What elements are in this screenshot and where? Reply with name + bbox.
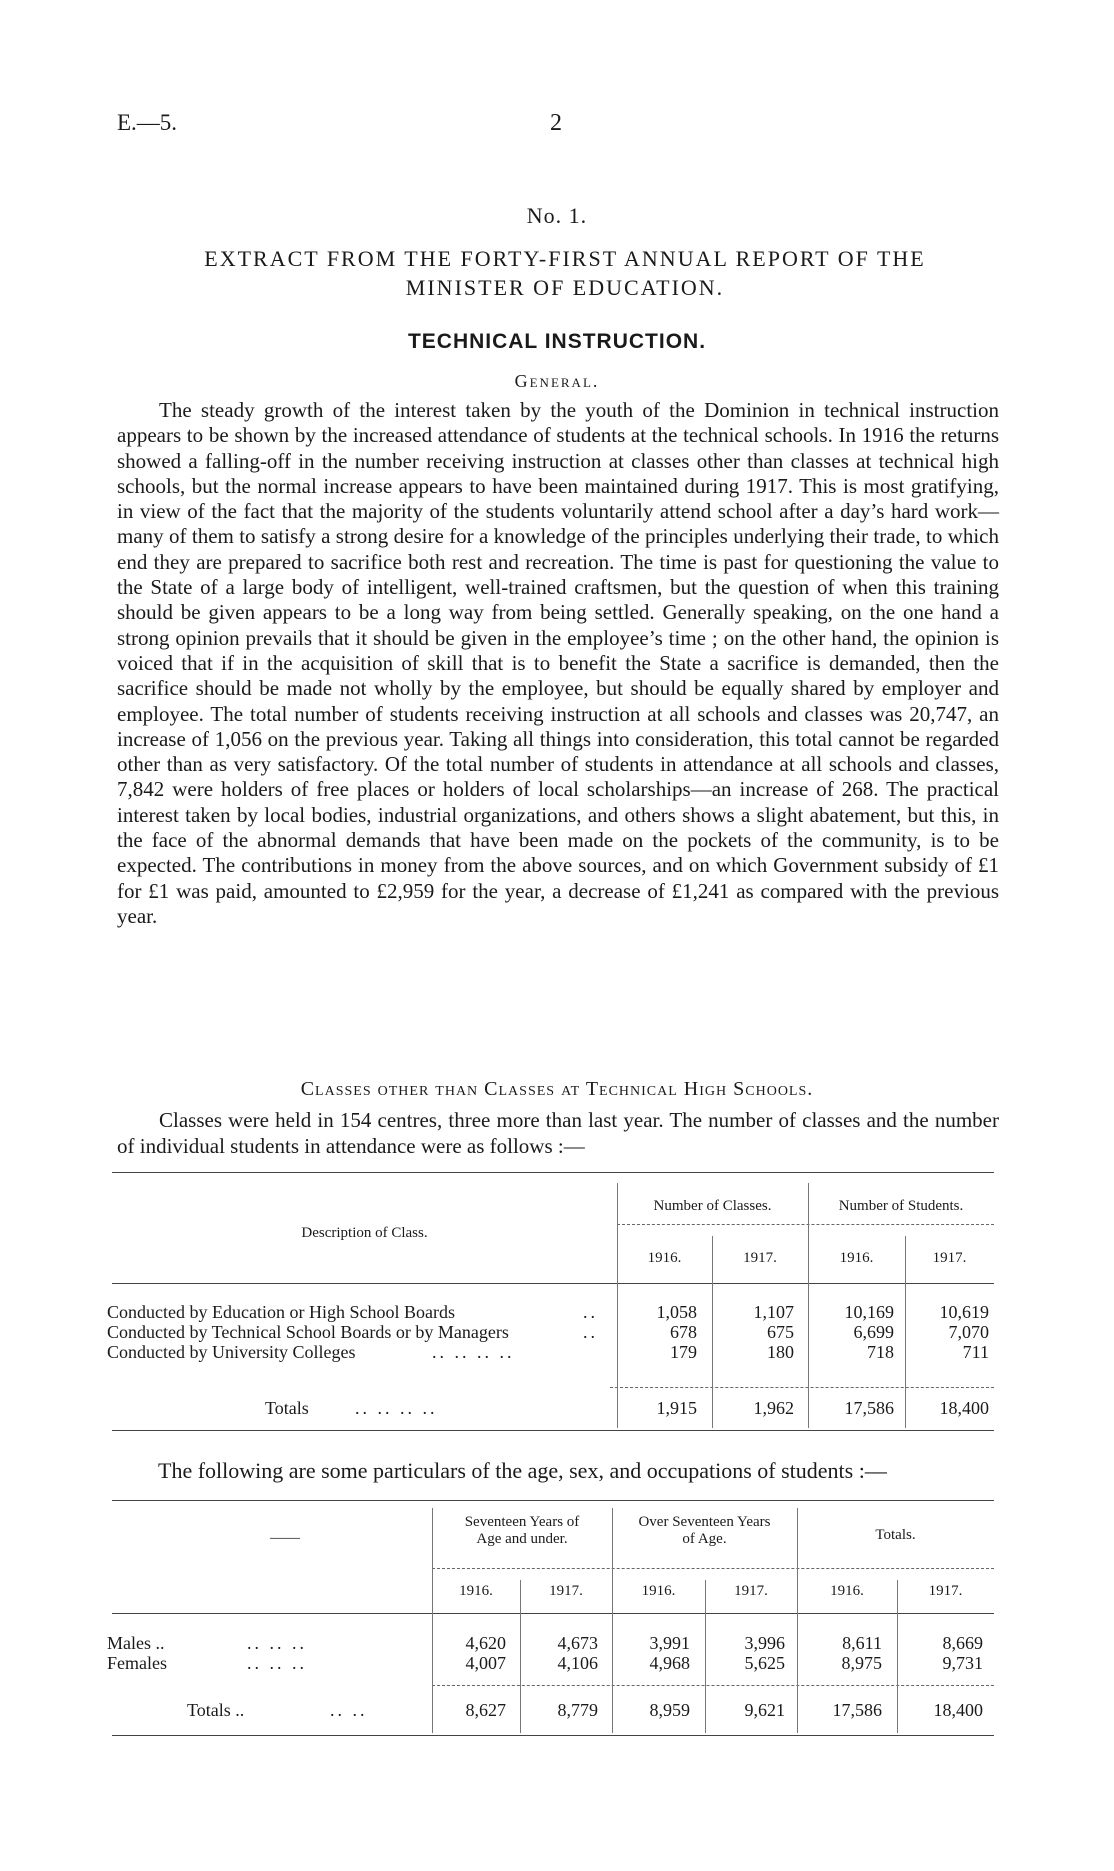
table-rule-top (112, 1172, 994, 1173)
table-cell: 4,968 (649, 1653, 690, 1673)
table-cell: 17,586 (832, 1700, 882, 1720)
dot-leader: .. .. .. (247, 1633, 307, 1653)
title-line-1: EXTRACT FROM THE FORTY-FIRST ANNUAL REPORT OF THE (204, 246, 926, 271)
table-cell: 4,673 (557, 1633, 598, 1653)
classes-heading: Classes other than Classes at Technical High Schools. (300, 1078, 814, 1100)
table-cell: 8,975 (841, 1653, 882, 1673)
table-rule-bottom (112, 1430, 994, 1431)
column-header-totals: Totals. (875, 1527, 916, 1543)
table-cell: 675 (767, 1322, 794, 1342)
table-rule-bottom (112, 1735, 994, 1736)
table-row-label: Conducted by Technical School Boards or by Managers (107, 1322, 509, 1342)
table-rule-group (432, 1568, 994, 1569)
table-rule-sum (432, 1685, 994, 1686)
table-row-label: Conducted by Education or High School Boards (107, 1302, 455, 1322)
table-cell: 17,586 (844, 1398, 894, 1418)
table-rule-header (112, 1613, 994, 1614)
document-title (150, 244, 980, 302)
table-rule-sum (610, 1387, 994, 1388)
table-cell: 179 (670, 1342, 697, 1362)
table-cell: 8,611 (842, 1633, 882, 1653)
table-cell: 1,058 (656, 1302, 697, 1322)
table-cell: 7,070 (948, 1322, 989, 1342)
table-cell: 1,962 (753, 1398, 794, 1418)
table-cell: 8,959 (649, 1700, 690, 1720)
table-cell: 10,619 (939, 1302, 989, 1322)
section-heading: TECHNICAL INSTRUCTION. (407, 330, 707, 353)
subheading-general: General. (514, 371, 600, 391)
column-header-year: 1917. (734, 1583, 768, 1599)
series-code: E.—5. (117, 110, 178, 135)
table-rule-header (112, 1283, 994, 1284)
column-header-year: 1916. (641, 1583, 676, 1599)
table-row-label: Conducted by University Colleges (107, 1342, 356, 1362)
general-paragraph: The steady growth of the interest taken by the youth of the Dominion in technical instruction appears to be shown by the increased attendance of students at the technical schools. In 1916 the returns showed a falling-off in the number receiving instruction at classes other than classes at technical high schools, but the normal increase appears to have been maintained during 1917. This is most gratifying, in view of the fact that the majority of the students voluntarily attend school after a day’s hard work—many of them to satisfy a strong desire for a knowledge of the principles underlying their trade, to which end they are prepared to sacrifice both rest and recreation. The time is past for questioning the value to the State of a large body of intelligent, well-trained craftsmen, but the question of when this training should be given appears to be a long way from being settled. Generally speaking, on the one hand a strong opinion prevails that it should be given in the employee’s time ; on the other hand, the opinion is voiced that if in the acquisition of skill that is to benefit the State a sacrifice is demanded, then the sacrifice should be made not wholly by the employee, but should be equally shared by employer and employee. The total number of students receiving instruction at all schools and classes was 20,747, an increase of 1,056 on the previous year. Taking all things into consideration, this total cannot be regarded other than as very satisfactory. Of the total number of students in attendance at all schools and classes, 7,842 were holders of free places or holders of local scholarships—an increase of 268. The practical interest taken by local bodies, industrial organizations, and others shows a slight abatement, but this, in the face of the abnormal demands that have been made on the pockets of the community, is to be expected. The contributions in money from the above sources, and on which Government subsidy of £1 for £1 was paid, amounted to £2,959 for the year, a decrease of £1,241 as compared with the previous year. (117, 398, 999, 928)
table-cell: 180 (767, 1342, 794, 1362)
column-header-year: 1917. (928, 1583, 963, 1599)
column-header-year: 1916. (830, 1583, 864, 1599)
table-rule-group (617, 1224, 994, 1225)
table-cell: 10,169 (844, 1302, 894, 1322)
table-cell: 8,627 (465, 1700, 506, 1720)
column-header-classes: Number of Classes. (653, 1198, 772, 1214)
table-cell: 711 (962, 1342, 989, 1362)
table-rule-top (112, 1500, 994, 1501)
table-cell: 8,779 (557, 1700, 598, 1720)
dot-leader: .. (583, 1302, 598, 1322)
dot-leader: .. .. .. .. (355, 1398, 438, 1418)
table-cell: 3,991 (649, 1633, 690, 1653)
column-header-over-17: Over Seventeen Years of Age. (638, 1514, 771, 1547)
table-cell: 18,400 (933, 1700, 983, 1720)
table-cell: 4,106 (557, 1653, 598, 1673)
column-header-year: 1917. (932, 1250, 967, 1266)
table-totals-label: Totals .. (187, 1700, 245, 1720)
table-cell: 9,621 (744, 1700, 785, 1720)
dot-leader: .. .. (330, 1700, 368, 1720)
table-cell: 6,699 (853, 1322, 894, 1342)
column-header-students: Number of Students. (838, 1198, 964, 1214)
table-cell: 1,107 (753, 1302, 794, 1322)
table-row-label: Females (107, 1653, 167, 1673)
document-number: No. 1. (526, 203, 588, 228)
column-header-description: Description of Class. (301, 1225, 428, 1241)
column-header-year: 1917. (743, 1250, 777, 1266)
title-line-2: MINISTER OF EDUCATION. (405, 275, 725, 300)
table-cell: 1,915 (656, 1398, 697, 1418)
dot-leader: .. (583, 1322, 598, 1342)
table-cell: 3,996 (744, 1633, 785, 1653)
classes-intro: Classes were held in 154 centres, three more than last year. The number of classes and the number of individual students in attendance were as follows :— (117, 1108, 999, 1158)
column-header-year: 1917. (549, 1583, 583, 1599)
column-header-under-17: Seventeen Years of Age and under. (464, 1514, 580, 1547)
dot-leader: .. .. .. .. (432, 1342, 515, 1362)
table-cell: 18,400 (939, 1398, 989, 1418)
page-number: 2 (550, 110, 562, 136)
dot-leader: .. .. .. (247, 1653, 307, 1673)
table-totals-label: Totals (265, 1398, 309, 1418)
table-cell: 8,669 (942, 1633, 983, 1653)
students-intro: The following are some particulars of the age, sex, and occupations of students :— (158, 1458, 887, 1483)
table-row-label: Males .. (107, 1633, 165, 1653)
table-cell: 4,007 (465, 1653, 506, 1673)
table-cell: 678 (670, 1322, 697, 1342)
column-header-year: 1916. (647, 1250, 682, 1266)
table-cell: 4,620 (465, 1633, 506, 1653)
column-header-year: 1916. (459, 1583, 493, 1599)
column-header-stub: —— (270, 1530, 300, 1546)
table-cell: 9,731 (942, 1653, 983, 1673)
table-cell: 5,625 (744, 1653, 785, 1673)
column-header-year: 1916. (839, 1250, 874, 1266)
table-cell: 718 (867, 1342, 894, 1362)
